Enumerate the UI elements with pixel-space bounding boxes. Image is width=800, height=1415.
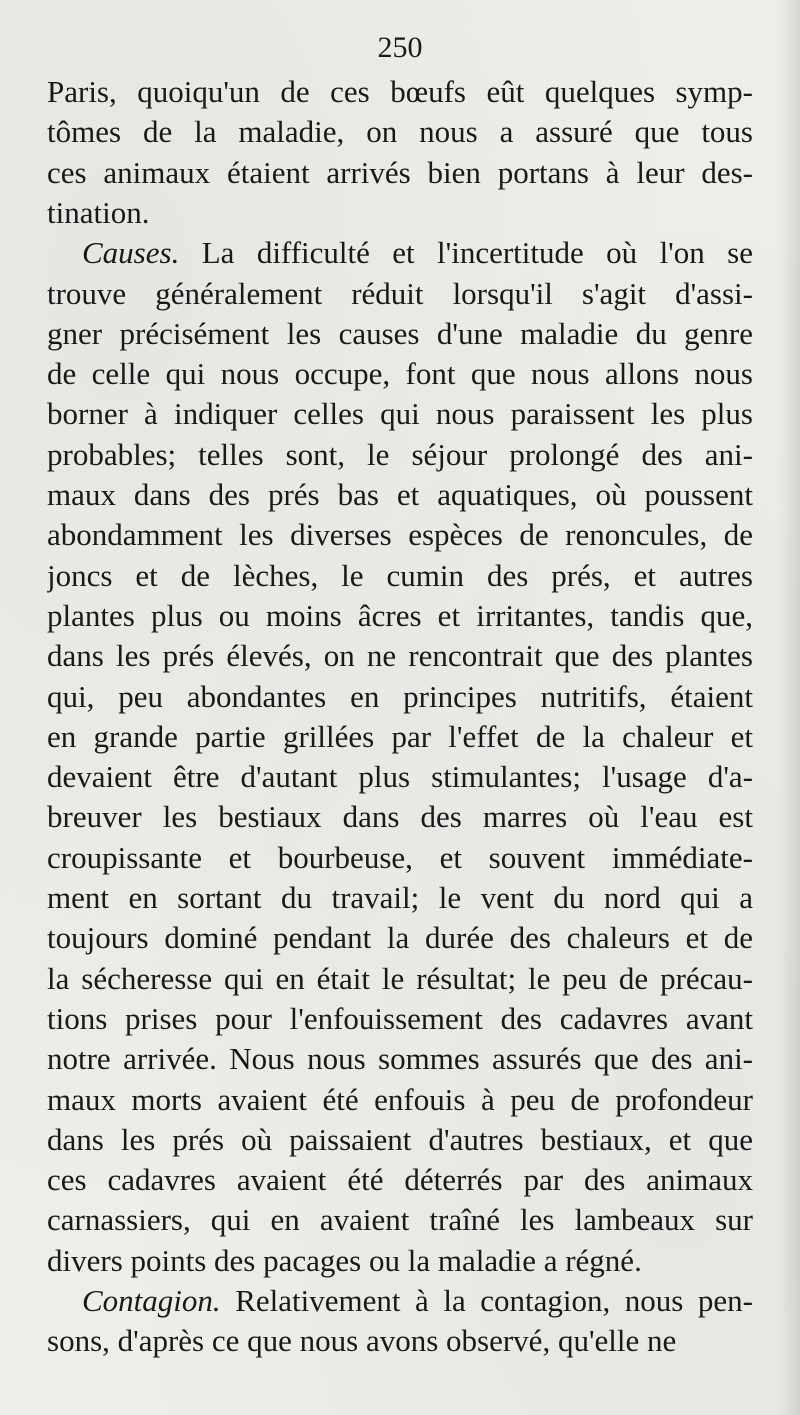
section-heading: Contagion. (82, 1283, 221, 1318)
line-text: plantes plus ou moins âcres et irritantes, tandis que, (47, 597, 753, 633)
text-line (47, 112, 753, 152)
line-text: borner à indiquer celles qui nous paraissent les plus (47, 396, 753, 432)
line-text: croupissante et bourbeuse, et souvent immédiate- (47, 839, 753, 875)
line-text: maux morts avaient été enfouis à peu de profondeur (47, 1081, 753, 1117)
text-line (47, 1080, 753, 1120)
text-line (47, 636, 753, 676)
line-text: toujours dominé pendant la durée des chaleurs et de (47, 920, 753, 956)
line-text: La difficulté et l'incertitude où l'on se (179, 235, 753, 271)
line-text: maux dans des prés bas et aquatiques, où poussent (47, 477, 753, 512)
line-text: tions prises pour l'enfouissement des cadavres avant (47, 1000, 753, 1036)
text-line (47, 757, 753, 797)
text-line (47, 1321, 753, 1361)
text-line (82, 1281, 753, 1321)
text-line (47, 838, 753, 878)
line-text: dans les prés où paissaient d'autres bestiaux, et que (47, 1121, 753, 1157)
line-text: abondamment les diverses espèces de renoncules, de (47, 517, 753, 553)
text-line (82, 233, 753, 273)
line-text: joncs et de lèches, le cumin des prés, et autres (47, 557, 753, 593)
text-line (47, 677, 753, 717)
text-line (47, 596, 753, 636)
text-line (47, 1120, 753, 1160)
text-line (47, 394, 753, 434)
line-text: devaient être d'autant plus stimulantes; l'usage d'a- (47, 759, 753, 795)
text-line (47, 72, 753, 112)
page-number: 250 (377, 31, 423, 64)
text-line (47, 435, 753, 475)
text-line (47, 999, 753, 1039)
text-line (47, 354, 753, 394)
line-text: tination. (47, 194, 150, 230)
line-text: Paris, quoiqu'un de ces bœufs eût quelques symp- (47, 74, 753, 109)
line-text: gner précisément les causes d'une maladie du genre (47, 315, 753, 351)
line-text: ment en sortant du travail; le vent du nord qui a (47, 880, 753, 915)
line-text: sons, d'après ce que nous avons observé, qu'elle ne (47, 1323, 677, 1359)
text-line (47, 556, 753, 596)
text-line (47, 274, 753, 314)
line-text: divers points des pacages ou la maladie a régné. (47, 1242, 642, 1278)
text-line (47, 878, 753, 918)
line-text: carnassiers, qui en avaient traîné les lambeaux sur (47, 1202, 753, 1238)
line-text: qui, peu abondantes en principes nutritifs, étaient (47, 678, 753, 714)
page-edge-shadow (778, 0, 800, 1415)
section-heading: Causes. (82, 235, 180, 271)
text-line (47, 1039, 753, 1079)
text-line (47, 314, 753, 354)
line-text: dans les prés élevés, on ne rencontrait que des plantes (47, 638, 753, 674)
line-text: tômes de la maladie, on nous a assuré que tous (47, 114, 753, 150)
line-text: Relativement à la contagion, nous pen- (220, 1283, 753, 1318)
text-line (47, 1160, 753, 1200)
line-text: notre arrivée. Nous nous sommes assurés que des ani- (47, 1041, 753, 1077)
line-text: de celle qui nous occupe, font que nous allons nous (47, 356, 753, 392)
text-line (47, 959, 753, 999)
text-line (47, 1200, 753, 1240)
line-text: ces cadavres avaient été déterrés par des animaux (47, 1162, 753, 1198)
text-line (47, 153, 753, 193)
line-text: la sécheresse qui en était le résultat; le peu de précau- (47, 960, 753, 996)
text-line (47, 475, 753, 515)
text-line (47, 797, 753, 837)
text-line (47, 193, 753, 233)
line-text: probables; telles sont, le séjour prolongé des ani- (47, 436, 753, 472)
line-text: breuver les bestiaux dans des marres où l'eau est (47, 799, 753, 835)
line-text: trouve généralement réduit lorsqu'il s'agit d'assi- (47, 275, 753, 311)
text-line (47, 515, 753, 555)
text-line (47, 717, 753, 757)
line-text: ces animaux étaient arrivés bien portans à leur des- (47, 154, 753, 190)
text-line (47, 1241, 753, 1281)
line-text: en grande partie grillées par l'effet de la chaleur et (47, 718, 753, 754)
text-line (47, 918, 753, 958)
